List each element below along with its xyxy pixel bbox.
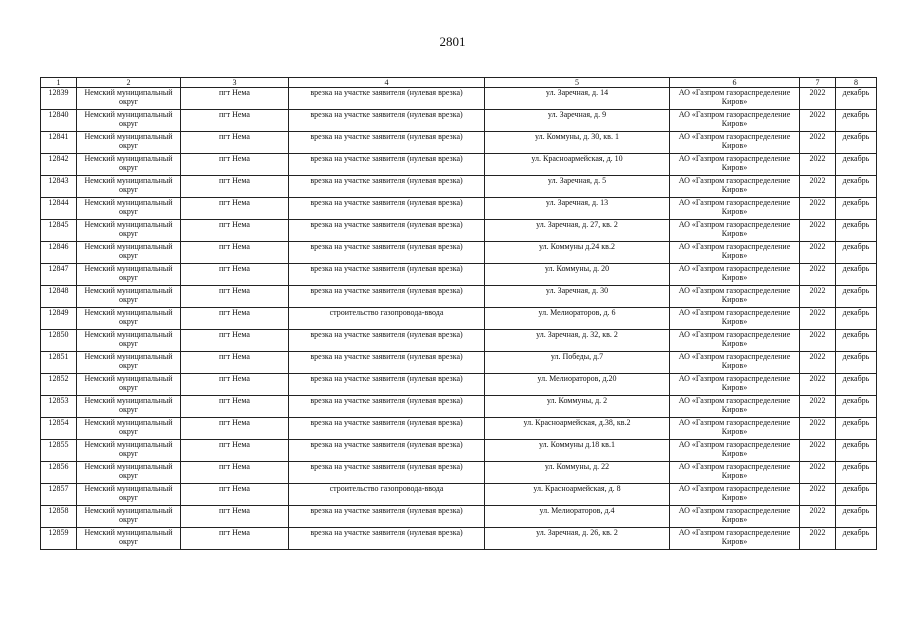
municipality-cell: Немский муниципальный округ [77, 352, 181, 374]
organization-cell: АО «Газпром газораспределение Киров» [670, 396, 800, 418]
work-type-cell: врезка на участке заявителя (нулевая врезка) [289, 352, 485, 374]
table-row [41, 418, 877, 440]
settlement-cell: пгт Нема [181, 396, 289, 418]
year-cell: 2022 [800, 396, 836, 418]
table-row [41, 374, 877, 396]
organization-cell: АО «Газпром газораспределение Киров» [670, 374, 800, 396]
settlement-cell: пгт Нема [181, 506, 289, 528]
organization-cell: АО «Газпром газораспределение Киров» [670, 220, 800, 242]
month-cell: декабрь [836, 374, 877, 396]
row-number-cell: 12848 [41, 286, 77, 308]
settlement-cell: пгт Нема [181, 330, 289, 352]
row-number-cell: 12855 [41, 440, 77, 462]
table-row [41, 440, 877, 462]
work-type-cell: врезка на участке заявителя (нулевая врезка) [289, 242, 485, 264]
year-cell: 2022 [800, 220, 836, 242]
municipality-cell: Немский муниципальный округ [77, 176, 181, 198]
table-row [41, 154, 877, 176]
year-cell: 2022 [800, 176, 836, 198]
month-cell: декабрь [836, 242, 877, 264]
settlement-cell: пгт Нема [181, 264, 289, 286]
column-header: 3 [181, 78, 289, 88]
work-type-cell: строительство газопровода-ввода [289, 308, 485, 330]
month-cell: декабрь [836, 330, 877, 352]
work-type-cell: строительство газопровода-ввода [289, 484, 485, 506]
month-cell: декабрь [836, 528, 877, 550]
settlement-cell: пгт Нема [181, 198, 289, 220]
address-cell: ул. Коммуны д.18 кв.1 [485, 440, 670, 462]
month-cell: декабрь [836, 286, 877, 308]
row-number-cell: 12845 [41, 220, 77, 242]
column-header: 7 [800, 78, 836, 88]
row-number-cell: 12839 [41, 88, 77, 110]
year-cell: 2022 [800, 418, 836, 440]
municipality-cell: Немский муниципальный округ [77, 484, 181, 506]
month-cell: декабрь [836, 352, 877, 374]
work-type-cell: врезка на участке заявителя (нулевая врезка) [289, 198, 485, 220]
table-row [41, 88, 877, 110]
organization-cell: АО «Газпром газораспределение Киров» [670, 198, 800, 220]
municipality-cell: Немский муниципальный округ [77, 396, 181, 418]
organization-cell: АО «Газпром газораспределение Киров» [670, 110, 800, 132]
month-cell: декабрь [836, 506, 877, 528]
municipality-cell: Немский муниципальный округ [77, 132, 181, 154]
row-number-cell: 12840 [41, 110, 77, 132]
year-cell: 2022 [800, 110, 836, 132]
municipality-cell: Немский муниципальный округ [77, 308, 181, 330]
header-row [41, 78, 877, 88]
row-number-cell: 12841 [41, 132, 77, 154]
row-number-cell: 12856 [41, 462, 77, 484]
month-cell: декабрь [836, 308, 877, 330]
organization-cell: АО «Газпром газораспределение Киров» [670, 462, 800, 484]
settlement-cell: пгт Нема [181, 484, 289, 506]
organization-cell: АО «Газпром газораспределение Киров» [670, 440, 800, 462]
year-cell: 2022 [800, 374, 836, 396]
page-number: 2801 [439, 34, 466, 49]
table-row [41, 352, 877, 374]
municipality-cell: Немский муниципальный округ [77, 88, 181, 110]
year-cell: 2022 [800, 264, 836, 286]
address-cell: ул. Красноармейская, д. 8 [485, 484, 670, 506]
work-type-cell: врезка на участке заявителя (нулевая врезка) [289, 462, 485, 484]
address-cell: ул. Мелиораторов, д.4 [485, 506, 670, 528]
row-number-cell: 12854 [41, 418, 77, 440]
work-type-cell: врезка на участке заявителя (нулевая врезка) [289, 154, 485, 176]
table-row [41, 286, 877, 308]
municipality-cell: Немский муниципальный округ [77, 154, 181, 176]
month-cell: декабрь [836, 462, 877, 484]
organization-cell: АО «Газпром газораспределение Киров» [670, 264, 800, 286]
column-header: 1 [41, 78, 77, 88]
settlement-cell: пгт Нема [181, 440, 289, 462]
settlement-cell: пгт Нема [181, 242, 289, 264]
row-number-cell: 12852 [41, 374, 77, 396]
row-number-cell: 12850 [41, 330, 77, 352]
row-number-cell: 12859 [41, 528, 77, 550]
address-cell: ул. Коммуны, д. 30, кв. 1 [485, 132, 670, 154]
municipality-cell: Немский муниципальный округ [77, 418, 181, 440]
address-cell: ул. Заречная, д. 32, кв. 2 [485, 330, 670, 352]
organization-cell: АО «Газпром газораспределение Киров» [670, 88, 800, 110]
work-type-cell: врезка на участке заявителя (нулевая врезка) [289, 330, 485, 352]
settlement-cell: пгт Нема [181, 220, 289, 242]
year-cell: 2022 [800, 286, 836, 308]
month-cell: декабрь [836, 88, 877, 110]
table-row [41, 484, 877, 506]
month-cell: декабрь [836, 484, 877, 506]
address-cell: ул. Заречная, д. 26, кв. 2 [485, 528, 670, 550]
work-type-cell: врезка на участке заявителя (нулевая врезка) [289, 396, 485, 418]
organization-cell: АО «Газпром газораспределение Киров» [670, 418, 800, 440]
organization-cell: АО «Газпром газораспределение Киров» [670, 484, 800, 506]
column-header: 2 [77, 78, 181, 88]
address-cell: ул. Заречная, д. 30 [485, 286, 670, 308]
organization-cell: АО «Газпром газораспределение Киров» [670, 242, 800, 264]
settlement-cell: пгт Нема [181, 462, 289, 484]
municipality-cell: Немский муниципальный округ [77, 264, 181, 286]
address-cell: ул. Красноармейская, д.38, кв.2 [485, 418, 670, 440]
month-cell: декабрь [836, 264, 877, 286]
address-cell: ул. Мелиораторов, д. 6 [485, 308, 670, 330]
year-cell: 2022 [800, 132, 836, 154]
month-cell: декабрь [836, 154, 877, 176]
year-cell: 2022 [800, 506, 836, 528]
municipality-cell: Немский муниципальный округ [77, 330, 181, 352]
municipality-cell: Немский муниципальный округ [77, 110, 181, 132]
settlement-cell: пгт Нема [181, 110, 289, 132]
gasification-table [40, 77, 877, 550]
address-cell: ул. Заречная, д. 14 [485, 88, 670, 110]
year-cell: 2022 [800, 330, 836, 352]
month-cell: декабрь [836, 418, 877, 440]
row-number-cell: 12844 [41, 198, 77, 220]
settlement-cell: пгт Нема [181, 286, 289, 308]
row-number-cell: 12843 [41, 176, 77, 198]
year-cell: 2022 [800, 462, 836, 484]
month-cell: декабрь [836, 176, 877, 198]
table-row [41, 330, 877, 352]
table-row [41, 242, 877, 264]
row-number-cell: 12842 [41, 154, 77, 176]
settlement-cell: пгт Нема [181, 352, 289, 374]
address-cell: ул. Заречная, д. 13 [485, 198, 670, 220]
year-cell: 2022 [800, 484, 836, 506]
address-cell: ул. Красноармейская, д. 10 [485, 154, 670, 176]
work-type-cell: врезка на участке заявителя (нулевая врезка) [289, 132, 485, 154]
organization-cell: АО «Газпром газораспределение Киров» [670, 176, 800, 198]
address-cell: ул. Заречная, д. 9 [485, 110, 670, 132]
settlement-cell: пгт Нема [181, 132, 289, 154]
table-row [41, 528, 877, 550]
table-row [41, 308, 877, 330]
address-cell: ул. Победы, д.7 [485, 352, 670, 374]
year-cell: 2022 [800, 198, 836, 220]
address-cell: ул. Коммуны, д. 2 [485, 396, 670, 418]
row-number-cell: 12853 [41, 396, 77, 418]
table-row [41, 462, 877, 484]
year-cell: 2022 [800, 352, 836, 374]
column-header: 6 [670, 78, 800, 88]
address-cell: ул. Мелиораторов, д.20 [485, 374, 670, 396]
municipality-cell: Немский муниципальный округ [77, 286, 181, 308]
municipality-cell: Немский муниципальный округ [77, 506, 181, 528]
table-row [41, 506, 877, 528]
municipality-cell: Немский муниципальный округ [77, 462, 181, 484]
organization-cell: АО «Газпром газораспределение Киров» [670, 308, 800, 330]
work-type-cell: врезка на участке заявителя (нулевая врезка) [289, 374, 485, 396]
organization-cell: АО «Газпром газораспределение Киров» [670, 132, 800, 154]
address-cell: ул. Коммуны д.24 кв.2 [485, 242, 670, 264]
table-row [41, 198, 877, 220]
row-number-cell: 12847 [41, 264, 77, 286]
row-number-cell: 12851 [41, 352, 77, 374]
table-row [41, 220, 877, 242]
settlement-cell: пгт Нема [181, 528, 289, 550]
municipality-cell: Немский муниципальный округ [77, 440, 181, 462]
table-row [41, 110, 877, 132]
municipality-cell: Немский муниципальный округ [77, 242, 181, 264]
column-header: 5 [485, 78, 670, 88]
column-header: 8 [836, 78, 877, 88]
table-row [41, 176, 877, 198]
organization-cell: АО «Газпром газораспределение Киров» [670, 286, 800, 308]
municipality-cell: Немский муниципальный округ [77, 220, 181, 242]
work-type-cell: врезка на участке заявителя (нулевая врезка) [289, 220, 485, 242]
settlement-cell: пгт Нема [181, 176, 289, 198]
row-number-cell: 12857 [41, 484, 77, 506]
month-cell: декабрь [836, 396, 877, 418]
column-header: 4 [289, 78, 485, 88]
year-cell: 2022 [800, 440, 836, 462]
table-row [41, 132, 877, 154]
organization-cell: АО «Газпром газораспределение Киров» [670, 330, 800, 352]
address-cell: ул. Коммуны, д. 22 [485, 462, 670, 484]
municipality-cell: Немский муниципальный округ [77, 198, 181, 220]
month-cell: декабрь [836, 440, 877, 462]
year-cell: 2022 [800, 242, 836, 264]
work-type-cell: врезка на участке заявителя (нулевая врезка) [289, 528, 485, 550]
row-number-cell: 12858 [41, 506, 77, 528]
settlement-cell: пгт Нема [181, 154, 289, 176]
year-cell: 2022 [800, 88, 836, 110]
row-number-cell: 12849 [41, 308, 77, 330]
organization-cell: АО «Газпром газораспределение Киров» [670, 506, 800, 528]
municipality-cell: Немский муниципальный округ [77, 374, 181, 396]
work-type-cell: врезка на участке заявителя (нулевая врезка) [289, 176, 485, 198]
work-type-cell: врезка на участке заявителя (нулевая врезка) [289, 264, 485, 286]
settlement-cell: пгт Нема [181, 88, 289, 110]
organization-cell: АО «Газпром газораспределение Киров» [670, 528, 800, 550]
settlement-cell: пгт Нема [181, 418, 289, 440]
address-cell: ул. Заречная, д. 27, кв. 2 [485, 220, 670, 242]
year-cell: 2022 [800, 154, 836, 176]
work-type-cell: врезка на участке заявителя (нулевая врезка) [289, 88, 485, 110]
month-cell: декабрь [836, 220, 877, 242]
table-row [41, 264, 877, 286]
organization-cell: АО «Газпром газораспределение Киров» [670, 352, 800, 374]
work-type-cell: врезка на участке заявителя (нулевая врезка) [289, 110, 485, 132]
row-number-cell: 12846 [41, 242, 77, 264]
year-cell: 2022 [800, 308, 836, 330]
organization-cell: АО «Газпром газораспределение Киров» [670, 154, 800, 176]
work-type-cell: врезка на участке заявителя (нулевая врезка) [289, 418, 485, 440]
work-type-cell: врезка на участке заявителя (нулевая врезка) [289, 286, 485, 308]
municipality-cell: Немский муниципальный округ [77, 528, 181, 550]
settlement-cell: пгт Нема [181, 308, 289, 330]
work-type-cell: врезка на участке заявителя (нулевая врезка) [289, 506, 485, 528]
settlement-cell: пгт Нема [181, 374, 289, 396]
address-cell: ул. Заречная, д. 5 [485, 176, 670, 198]
month-cell: декабрь [836, 110, 877, 132]
work-type-cell: врезка на участке заявителя (нулевая врезка) [289, 440, 485, 462]
table-row [41, 396, 877, 418]
address-cell: ул. Коммуны, д. 20 [485, 264, 670, 286]
year-cell: 2022 [800, 528, 836, 550]
month-cell: декабрь [836, 132, 877, 154]
month-cell: декабрь [836, 198, 877, 220]
